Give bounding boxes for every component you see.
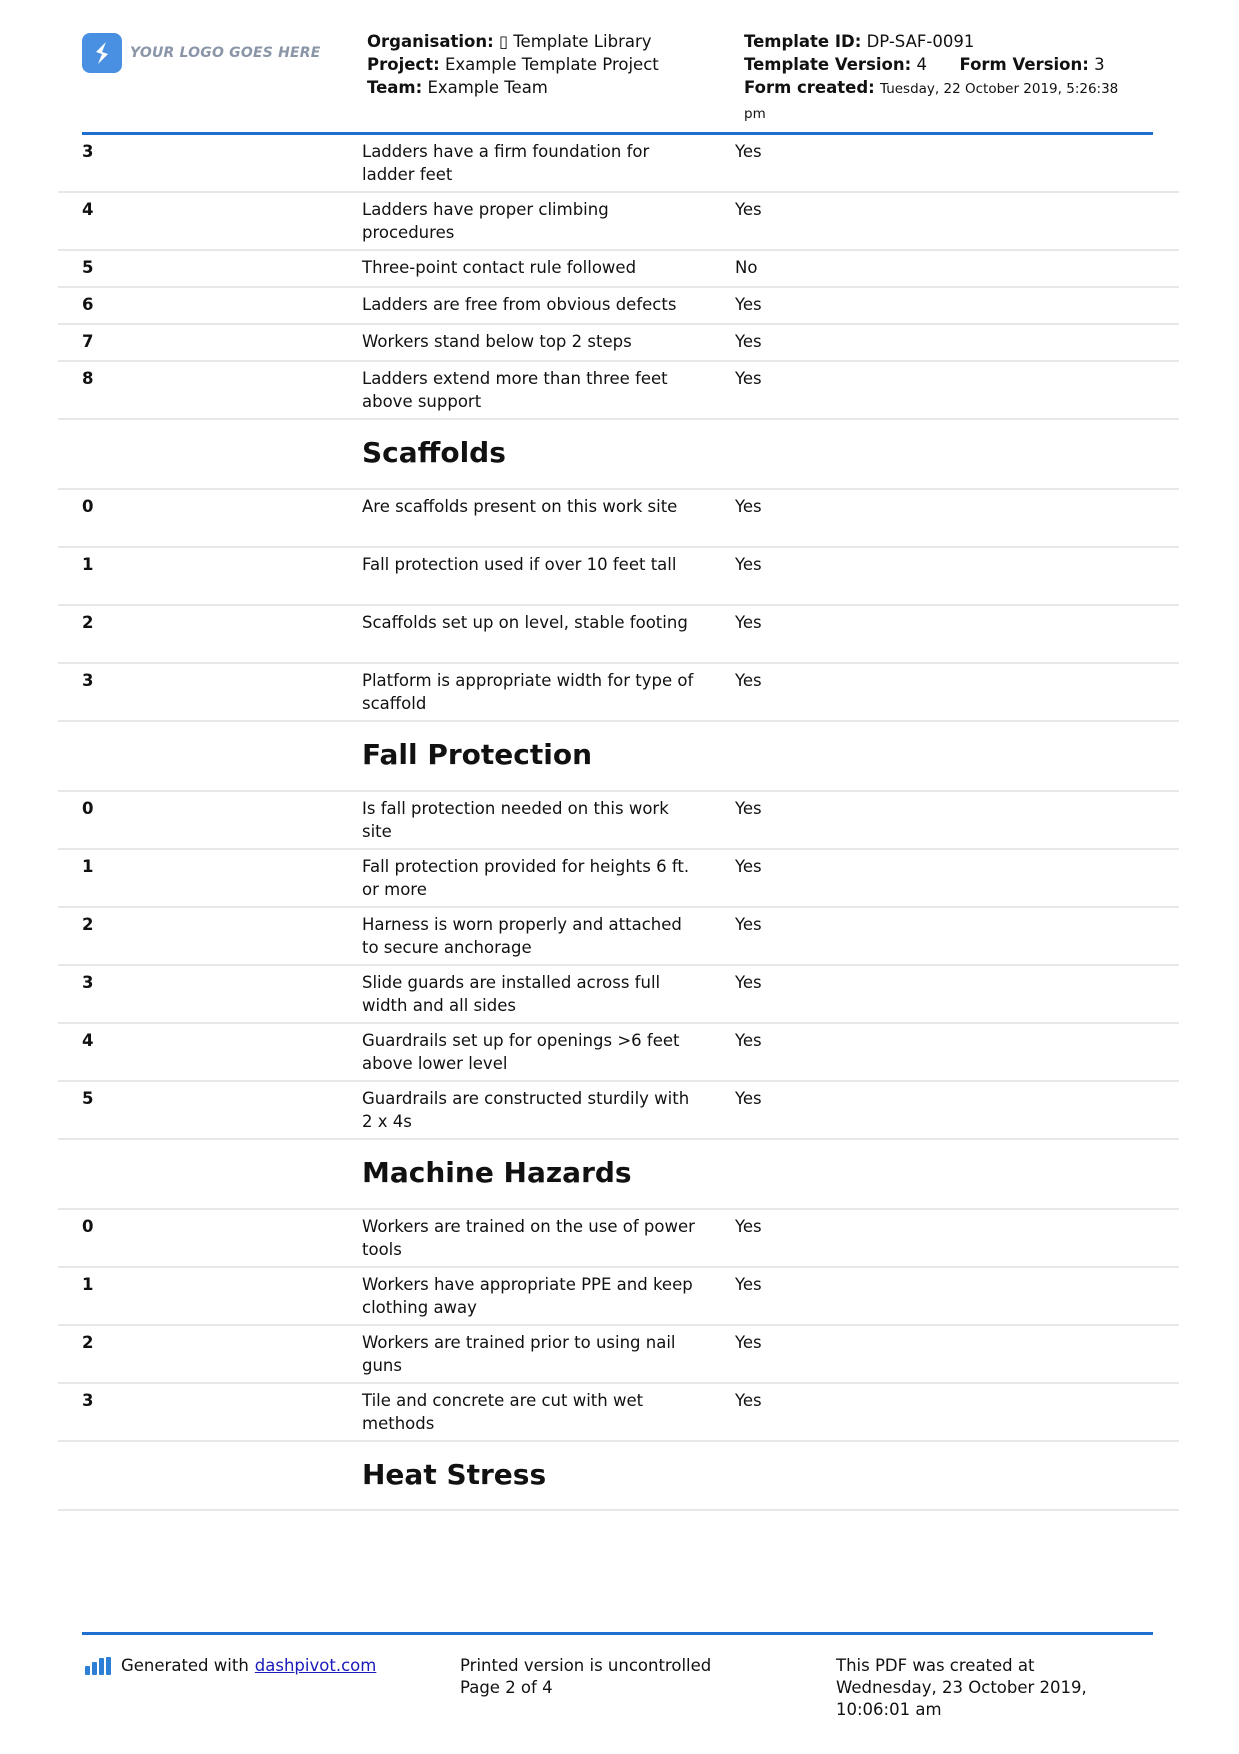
checklist-row [58, 908, 1179, 966]
item-question: Slide guards are installed across full width and all sides [362, 973, 661, 1015]
item-number: 4 [82, 1031, 94, 1050]
item-answer: Yes [735, 295, 762, 314]
item-answer: Yes [735, 369, 762, 388]
project-line [367, 53, 659, 76]
checklist-row [58, 792, 1179, 850]
item-number: 0 [82, 799, 94, 818]
dashpivot-link[interactable]: dashpivot.com [254, 1656, 377, 1675]
section-title: Machine Hazards [362, 1156, 632, 1189]
template-id-line [744, 30, 1144, 53]
checklist-row [58, 362, 1179, 420]
item-answer: Yes [735, 799, 762, 818]
item-number: 7 [82, 332, 94, 351]
item-answer: Yes [735, 857, 762, 876]
page-number: Page 2 of 4 [460, 1678, 553, 1697]
item-question: Tile and concrete are cut with wet methods [362, 1391, 644, 1433]
item-question: Workers are trained on the use of power tools [362, 1217, 695, 1259]
form-created-line [744, 76, 1144, 126]
pdf-created-line-2: Wednesday, 23 October 2019, [836, 1678, 1087, 1697]
item-answer: No [735, 258, 758, 277]
project-value: Example Template Project [444, 55, 659, 74]
generated-with [85, 1655, 376, 1677]
item-answer: Yes [735, 1275, 762, 1294]
item-number: 1 [82, 555, 94, 574]
team-label: Team: [367, 78, 423, 97]
item-number: 3 [82, 142, 94, 161]
pdf-created [836, 1655, 1087, 1721]
item-question: Workers have appropriate PPE and keep clothing away [362, 1275, 693, 1317]
item-answer: Yes [735, 555, 762, 574]
checklist-row [58, 664, 1179, 722]
item-question: Ladders have proper climbing procedures [362, 200, 609, 242]
section-heading-row [58, 1140, 1179, 1210]
item-question: Three-point contact rule followed [362, 258, 637, 277]
item-number: 5 [82, 258, 94, 277]
header-org-column [367, 30, 659, 99]
section-heading-row [58, 420, 1179, 490]
checklist-row [58, 1024, 1179, 1082]
team-value: Example Team [427, 78, 548, 97]
template-version-value: 4 [916, 55, 927, 74]
item-answer: Yes [735, 200, 762, 219]
item-question: Fall protection provided for heights 6 ft. or more [362, 857, 690, 899]
section-title: Scaffolds [362, 436, 506, 469]
header-template-column [744, 30, 1144, 126]
item-answer: Yes [735, 613, 762, 632]
item-number: 5 [82, 1089, 94, 1108]
item-number: 3 [82, 973, 94, 992]
item-answer: Yes [735, 1391, 762, 1410]
item-answer: Yes [735, 1031, 762, 1050]
template-id-value: DP-SAF-0091 [866, 32, 975, 51]
template-version-label: Template Version: [744, 55, 912, 74]
organisation-label: Organisation: [367, 32, 494, 51]
print-info [460, 1655, 711, 1699]
pdf-created-line-3: 10:06:01 am [836, 1700, 942, 1719]
form-created-label: Form created: [744, 78, 875, 97]
logo [82, 33, 321, 73]
item-number: 6 [82, 295, 94, 314]
checklist-row [58, 1326, 1179, 1384]
item-answer: Yes [735, 671, 762, 690]
item-number: 2 [82, 915, 94, 934]
item-answer: Yes [735, 332, 762, 351]
checklist-row [58, 1210, 1179, 1268]
item-question: Platform is appropriate width for type of scaffold [362, 671, 694, 713]
checklist-row [58, 193, 1179, 251]
item-number: 2 [82, 1333, 94, 1352]
organisation-line [367, 30, 659, 53]
item-answer: Yes [735, 497, 762, 516]
item-question: Workers are trained prior to using nail guns [362, 1333, 676, 1375]
project-label: Project: [367, 55, 440, 74]
item-number: 8 [82, 369, 94, 388]
item-number: 2 [82, 613, 94, 632]
section-title: Fall Protection [362, 738, 593, 771]
form-version-label: Form Version: [959, 55, 1089, 74]
template-id-label: Template ID: [744, 32, 862, 51]
item-number: 1 [82, 1275, 94, 1294]
item-question: Are scaffolds present on this work site [362, 497, 678, 516]
footer-divider [82, 1632, 1153, 1635]
logo-text: YOUR LOGO GOES HERE [130, 45, 321, 61]
checklist-row [58, 135, 1179, 193]
checklist-row [58, 1082, 1179, 1140]
checklist-row [58, 850, 1179, 908]
item-answer: Yes [735, 1217, 762, 1236]
checklist-row [58, 1384, 1179, 1442]
item-answer: Yes [735, 973, 762, 992]
item-question: Workers stand below top 2 steps [362, 332, 632, 351]
form-version-value: 3 [1094, 55, 1105, 74]
section-heading-row [58, 722, 1179, 792]
checklist-rows [58, 135, 1179, 1511]
item-number: 1 [82, 857, 94, 876]
checklist-row [58, 490, 1179, 548]
checklist-row [58, 966, 1179, 1024]
item-number: 0 [82, 497, 94, 516]
item-question: Harness is worn properly and attached to secure anchorage [362, 915, 682, 957]
checklist-row [58, 548, 1179, 606]
item-number: 3 [82, 1391, 94, 1410]
bar-chart-icon [85, 1657, 113, 1675]
uncontrolled-note: Printed version is uncontrolled [460, 1656, 712, 1675]
page-footer [0, 1640, 1239, 1754]
team-line [367, 76, 659, 99]
checklist-row [58, 1268, 1179, 1326]
item-answer: Yes [735, 142, 762, 161]
item-number: 4 [82, 200, 94, 219]
checklist-row [58, 288, 1179, 325]
item-question: Ladders have a firm foundation for ladder feet [362, 142, 650, 184]
section-heading-row [58, 1442, 1179, 1511]
checklist-row [58, 606, 1179, 664]
item-question: Is fall protection needed on this work site [362, 799, 669, 841]
item-question: Ladders extend more than three feet above support [362, 369, 668, 411]
section-title: Heat Stress [362, 1458, 547, 1491]
logo-icon [82, 33, 122, 73]
item-question: Guardrails are constructed sturdily with 2 x 4s [362, 1089, 690, 1131]
item-question: Ladders are free from obvious defects [362, 295, 677, 314]
page-header [0, 0, 1239, 140]
checklist-row [58, 325, 1179, 362]
generated-text: Generated with [121, 1656, 249, 1675]
organisation-value: ▯ Template Library [498, 32, 652, 51]
item-answer: Yes [735, 1089, 762, 1108]
form-created-value: Tuesday, 22 October 2019, 5:26:38 pm [744, 81, 1119, 122]
pdf-created-line-1: This PDF was created at [836, 1656, 1035, 1675]
item-question: Guardrails set up for openings >6 feet above lower level [362, 1031, 680, 1073]
checklist-row [58, 251, 1179, 288]
item-number: 0 [82, 1217, 94, 1236]
version-line [744, 53, 1144, 76]
item-answer: Yes [735, 1333, 762, 1352]
item-question: Scaffolds set up on level, stable footing [362, 613, 688, 632]
item-answer: Yes [735, 915, 762, 934]
item-number: 3 [82, 671, 94, 690]
item-question: Fall protection used if over 10 feet tall [362, 555, 677, 574]
